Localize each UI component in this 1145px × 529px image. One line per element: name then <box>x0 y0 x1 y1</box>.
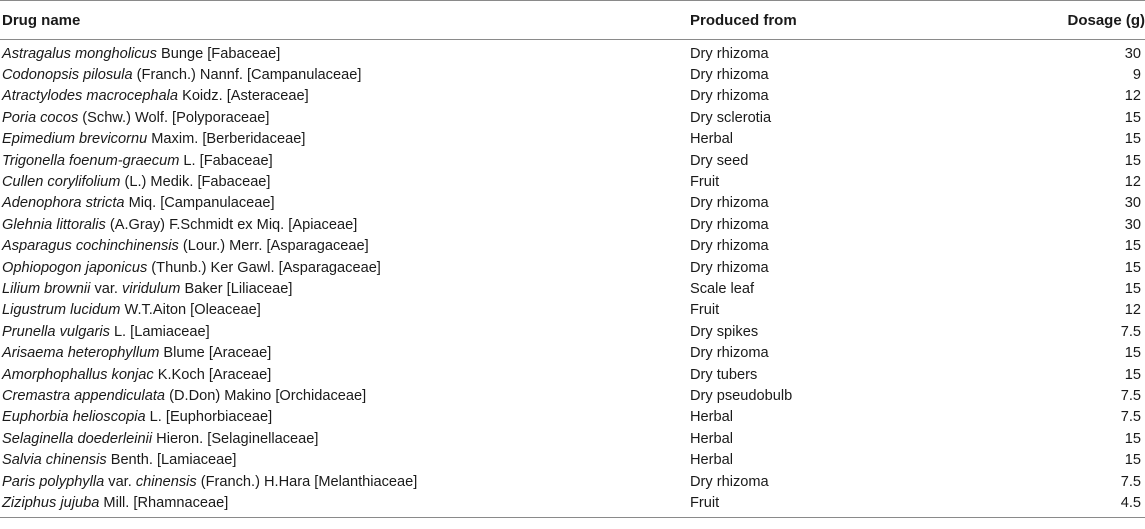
table-row <box>0 107 1145 128</box>
authority-family: (Franch.) H.Hara [Melanthiaceae] <box>196 473 418 490</box>
table-row <box>0 64 1145 85</box>
species-name: Cremastra appendiculata <box>2 387 166 404</box>
drug-name-cell <box>0 324 690 340</box>
authority-family: Blume [Araceae] <box>159 345 272 362</box>
species-name: Amorphophallus konjac <box>2 366 154 383</box>
dosage-cell: 7.5 <box>1120 387 1141 404</box>
produced-from-cell: Fruit <box>690 302 720 319</box>
species-name: Euphorbia helioscopia <box>2 409 146 426</box>
authority-family: Koidz. [Asteraceae] <box>178 88 309 105</box>
produced-from-cell: Herbal <box>690 430 733 447</box>
table-row <box>0 385 1145 406</box>
header-drug-name: Drug name <box>2 11 81 29</box>
dosage-cell: 30 <box>1124 45 1141 62</box>
dosage-cell: 15 <box>1124 259 1141 276</box>
produced-from-cell: Dry rhizoma <box>690 45 769 62</box>
drug-name-cell <box>0 409 690 425</box>
produced-from-cell: Fruit <box>690 494 720 511</box>
produced-from-cell: Herbal <box>690 131 733 148</box>
table-row <box>0 86 1145 107</box>
species-name: Poria cocos <box>2 109 79 126</box>
drug-name-cell <box>0 131 690 147</box>
species-name: Paris polyphylla <box>2 473 105 490</box>
dosage-cell: 12 <box>1124 88 1141 105</box>
dosage-cell: 4.5 <box>1120 494 1141 511</box>
species-name: Adenophora stricta <box>2 195 125 212</box>
produced-from-cell: Dry sclerotia <box>690 109 772 126</box>
species-name: Ziziphus jujuba <box>2 494 100 511</box>
table-row <box>0 407 1145 428</box>
species-name: Glehnia littoralis <box>2 216 106 233</box>
table-row <box>0 150 1145 171</box>
dosage-cell: 15 <box>1124 131 1141 148</box>
drug-name-cell <box>0 345 690 361</box>
drug-name-cell <box>0 67 690 83</box>
produced-from-cell: Dry rhizoma <box>690 345 769 362</box>
authority-family: Mill. [Rhamnaceae] <box>99 494 229 511</box>
produced-from-cell: Dry rhizoma <box>690 473 769 490</box>
drug-name-cell <box>0 260 690 276</box>
authority-family: L. [Euphorbiaceae] <box>145 409 273 426</box>
table-header <box>0 1 1145 39</box>
dosage-cell: 7.5 <box>1120 473 1141 490</box>
table-body <box>0 40 1145 514</box>
authority-family: W.T.Aiton [Oleaceae] <box>120 302 261 319</box>
dosage-cell: 7.5 <box>1120 409 1141 426</box>
drug-name-cell <box>0 88 690 104</box>
table-row <box>0 214 1145 235</box>
dosage-cell: 15 <box>1124 238 1141 255</box>
species-name: Astragalus mongholicus <box>2 45 157 62</box>
authority-family: Hieron. [Selaginellaceae] <box>152 430 319 447</box>
authority-family: L. [Lamiaceae] <box>109 323 210 340</box>
authority-family: Miq. [Campanulaceae] <box>124 195 275 212</box>
drug-name-cell <box>0 110 690 126</box>
dosage-cell: 7.5 <box>1120 323 1141 340</box>
authority-family: Maxim. [Berberidaceae] <box>147 131 306 148</box>
table-row <box>0 321 1145 342</box>
dosage-cell: 15 <box>1124 430 1141 447</box>
produced-from-cell: Dry rhizoma <box>690 195 769 212</box>
table-row <box>0 364 1145 385</box>
table-row <box>0 193 1145 214</box>
header-dosage: Dosage (g) <box>1067 11 1145 29</box>
authority-family: (Schw.) Wolf. [Polyporaceae] <box>78 109 270 126</box>
authority-family: var. <box>104 473 136 490</box>
table-row <box>0 171 1145 192</box>
dosage-cell: 15 <box>1124 366 1141 383</box>
produced-from-cell: Fruit <box>690 174 720 191</box>
authority-family: L. [Fabaceae] <box>179 152 273 169</box>
drug-name-cell <box>0 495 690 511</box>
species-name: viridulum <box>122 280 181 297</box>
drug-name-cell <box>0 217 690 233</box>
produced-from-cell: Herbal <box>690 452 733 469</box>
dosage-cell: 15 <box>1124 109 1141 126</box>
dosage-cell: 12 <box>1124 302 1141 319</box>
species-name: Arisaema heterophyllum <box>2 345 160 362</box>
produced-from-cell: Dry rhizoma <box>690 67 769 84</box>
drug-name-cell <box>0 474 690 490</box>
authority-family: (Franch.) Nannf. [Campanulaceae] <box>132 67 362 84</box>
authority-family: (D.Don) Makino [Orchidaceae] <box>165 387 367 404</box>
table-row <box>0 449 1145 470</box>
produced-from-cell: Dry pseudobulb <box>690 387 793 404</box>
table-row <box>0 300 1145 321</box>
dosage-cell: 30 <box>1124 216 1141 233</box>
drug-name-cell <box>0 238 690 254</box>
produced-from-cell: Dry spikes <box>690 323 759 340</box>
drug-name-cell <box>0 153 690 169</box>
produced-from-cell: Dry rhizoma <box>690 216 769 233</box>
dosage-cell: 15 <box>1124 345 1141 362</box>
table-row <box>0 492 1145 513</box>
authority-family: (L.) Medik. [Fabaceae] <box>120 174 271 191</box>
drug-name-cell <box>0 46 690 62</box>
drug-name-cell <box>0 452 690 468</box>
species-name: Lilium brownii <box>2 280 91 297</box>
authority-family: Bunge [Fabaceae] <box>156 45 281 62</box>
species-name: Codonopsis pilosula <box>2 67 133 84</box>
species-name: Trigonella foenum-graecum <box>2 152 180 169</box>
table-row <box>0 428 1145 449</box>
dosage-cell: 15 <box>1124 452 1141 469</box>
species-name: Cullen corylifolium <box>2 174 121 191</box>
authority-family: var. <box>90 280 123 297</box>
produced-from-cell: Dry tubers <box>690 366 758 383</box>
species-name: Prunella vulgaris <box>2 323 110 340</box>
species-name: Ligustrum lucidum <box>2 302 121 319</box>
header-produced-from: Produced from <box>690 11 797 29</box>
drug-name-cell <box>0 388 690 404</box>
table-row <box>0 257 1145 278</box>
produced-from-cell: Dry rhizoma <box>690 238 769 255</box>
species-name: Ophiopogon japonicus <box>2 259 148 276</box>
produced-from-cell: Dry seed <box>690 152 749 169</box>
authority-family: (Thunb.) Ker Gawl. [Asparagaceae] <box>147 259 381 276</box>
table-row <box>0 278 1145 299</box>
table-row <box>0 129 1145 150</box>
table-row <box>0 342 1145 363</box>
produced-from-cell: Dry rhizoma <box>690 259 769 276</box>
produced-from-cell: Scale leaf <box>690 280 755 297</box>
species-name: Asparagus cochinchinensis <box>2 238 179 255</box>
drug-name-cell <box>0 195 690 211</box>
drug-name-cell <box>0 281 690 297</box>
dosage-cell: 9 <box>1132 67 1141 84</box>
table-row <box>0 43 1145 64</box>
table-row <box>0 471 1145 492</box>
drug-name-cell <box>0 367 690 383</box>
species-name: Atractylodes macrocephala <box>2 88 179 105</box>
species-name: chinensis <box>135 473 197 490</box>
dosage-cell: 15 <box>1124 152 1141 169</box>
species-name: Salvia chinensis <box>2 452 107 469</box>
dosage-cell: 30 <box>1124 195 1141 212</box>
authority-family: (Lour.) Merr. [Asparagaceae] <box>178 238 369 255</box>
dosage-cell: 12 <box>1124 174 1141 191</box>
drug-name-cell <box>0 431 690 447</box>
drug-name-cell <box>0 174 690 190</box>
species-name: Selaginella doederleinii <box>2 430 153 447</box>
authority-family: Benth. [Lamiaceae] <box>106 452 237 469</box>
dosage-cell: 15 <box>1124 280 1141 297</box>
bottom-rule <box>0 517 1145 518</box>
species-name: Epimedium brevicornu <box>2 131 148 148</box>
produced-from-cell: Herbal <box>690 409 733 426</box>
authority-family: (A.Gray) F.Schmidt ex Miq. [Apiaceae] <box>105 216 358 233</box>
authority-family: K.Koch [Araceae] <box>153 366 272 383</box>
authority-family: Baker [Liliaceae] <box>180 280 293 297</box>
produced-from-cell: Dry rhizoma <box>690 88 769 105</box>
table-row <box>0 236 1145 257</box>
drug-name-cell <box>0 302 690 318</box>
